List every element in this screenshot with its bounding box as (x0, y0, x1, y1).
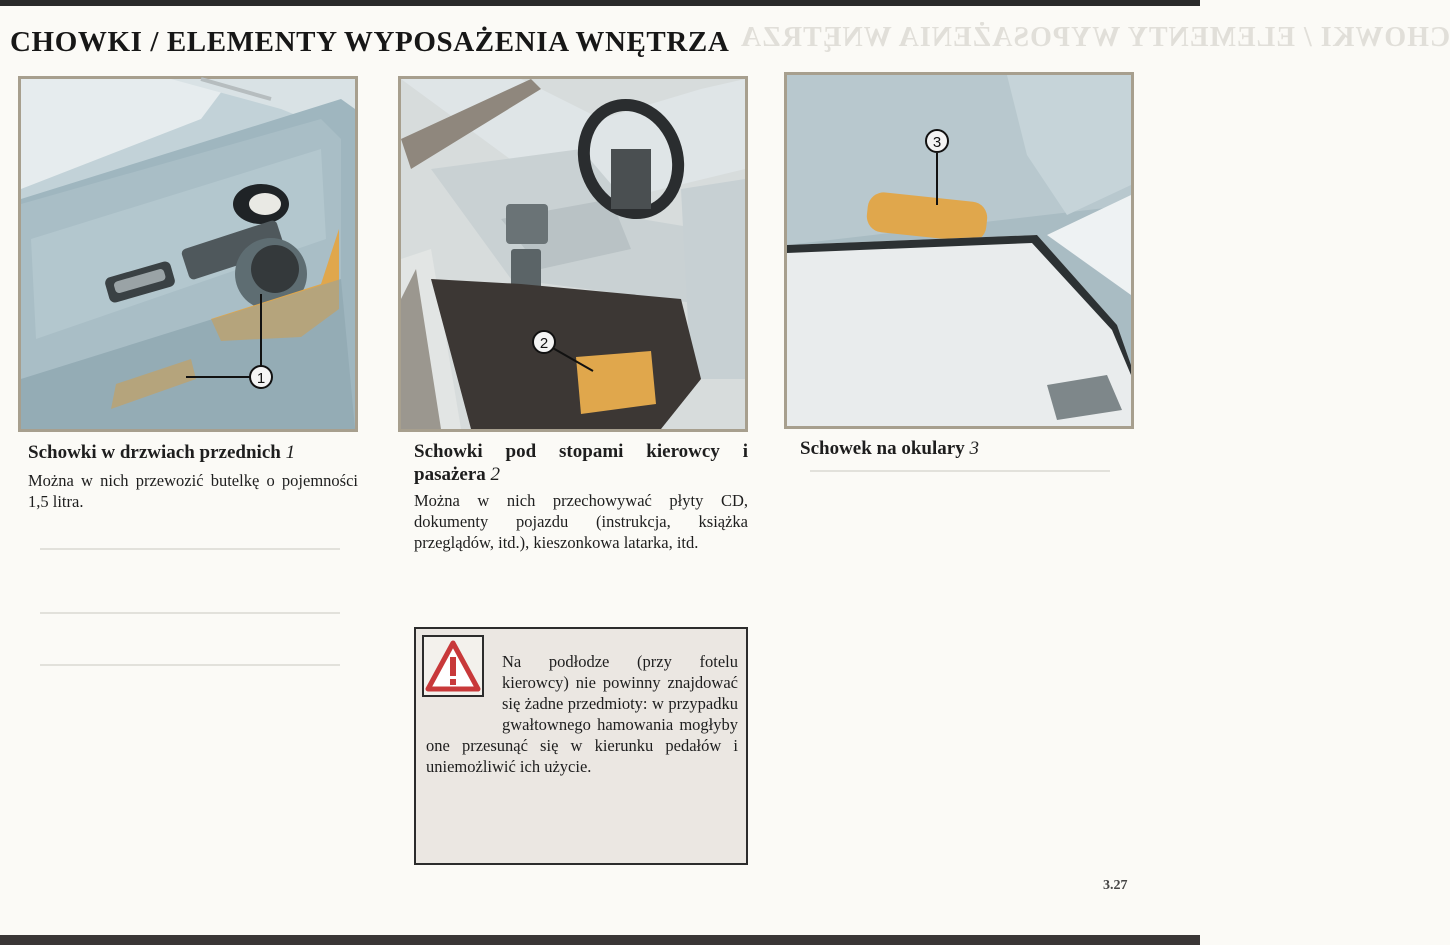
heading-text: Schowki w drzwiach przednich (28, 442, 281, 463)
photo-glasses-holder (784, 72, 1134, 429)
section-number: 1 (285, 442, 296, 463)
photo-floor-storage (398, 76, 748, 432)
bleed-line (40, 664, 340, 666)
warning-box (414, 627, 748, 865)
bleed-line (810, 470, 1110, 472)
door-illustration (21, 79, 355, 429)
callout-1: 1 (256, 370, 266, 387)
cabin-illustration (401, 79, 745, 429)
page-number: 3.27 (1103, 878, 1128, 893)
callout-2: 2 (539, 335, 549, 352)
callout-3: 3 (932, 134, 942, 151)
section-number: 2 (490, 464, 501, 485)
section-heading-floor (414, 440, 748, 486)
warning-text: Na podłodze (przy fotelu kierowcy) nie powinny znajdować się żadne przedmioty: w przypadku gwałtownego hamowania mogłyby one przesunąć się w kierunku pedałów i uniemożliwić ich użycie. (426, 652, 738, 776)
bleed-line (40, 612, 340, 614)
heading-text: Schowki pod stopami kierowcy i pasażera (414, 441, 748, 485)
page-title: CHOWKI / ELEMENTY WYPOSAŻENIA WNĘTRZA (10, 26, 730, 58)
section-number: 3 (969, 438, 979, 459)
ceiling-illustration (787, 75, 1131, 426)
section-heading-glasses (800, 437, 1134, 460)
bottom-edge (0, 935, 1200, 945)
bleed-line (40, 548, 340, 550)
photo-door-pockets (18, 76, 358, 432)
bleed-through-text: CHOWKI / ELEMENTY WYPOSAŻENIA WNĘTRZA (740, 22, 1450, 53)
heading-text: Schowek na okulary (800, 438, 965, 459)
section-body-floor: Można w nich przechowywać płyty CD, dokumenty pojazdu (instrukcja, książka przeglądów, itd.), kieszonkowa latarka, itd. (414, 491, 748, 552)
section-heading-door (28, 441, 360, 464)
top-edge (0, 0, 1200, 6)
section-body-door: Można w nich przewozić butelkę o pojemności 1,5 litra. (28, 471, 358, 511)
warning-text-block (426, 651, 738, 777)
